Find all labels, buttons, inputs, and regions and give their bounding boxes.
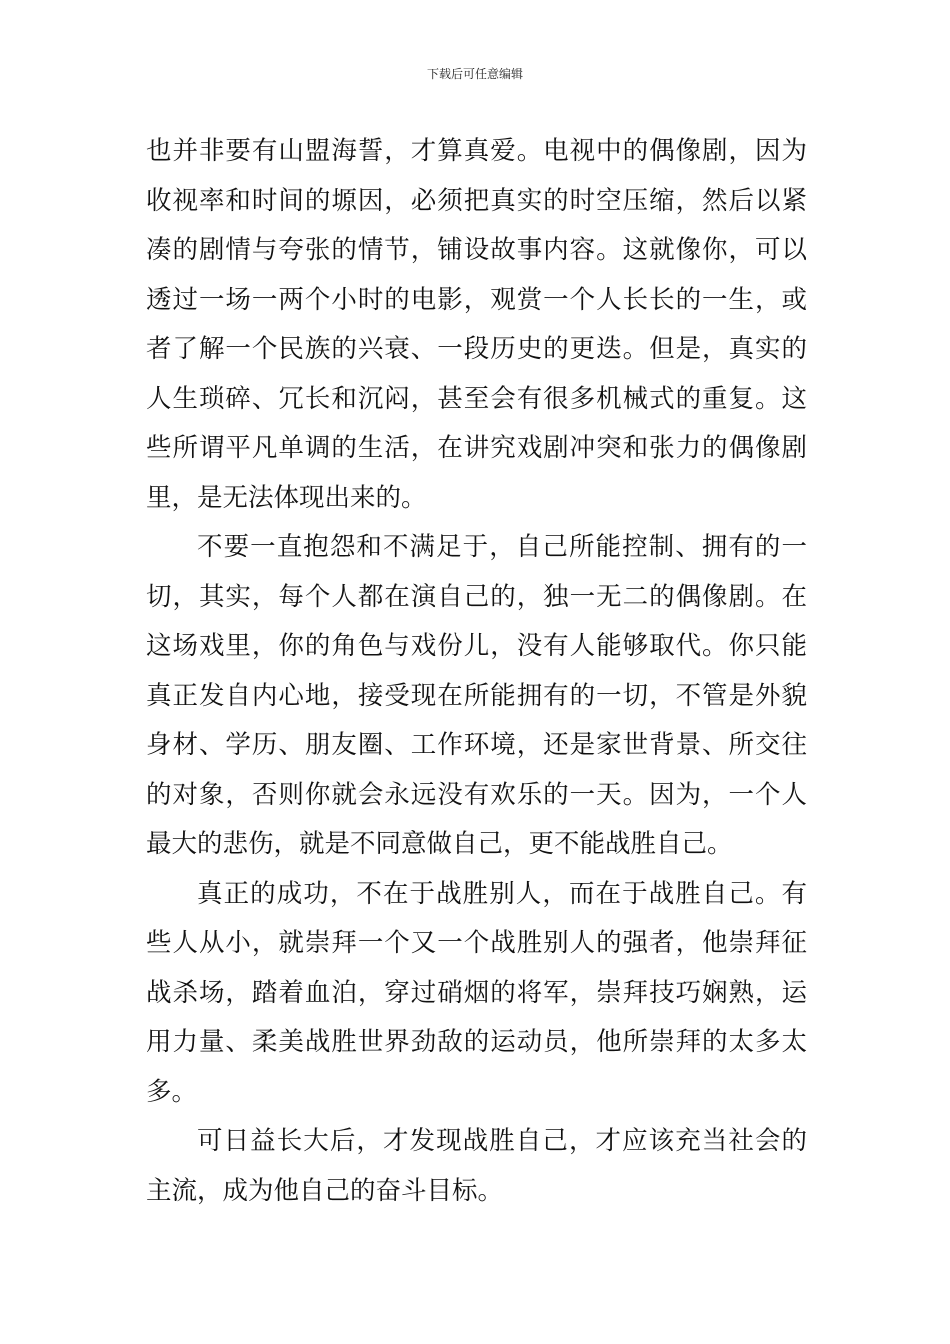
text-line: 真正发自内心地，接受现在所能拥有的一切，不管是外貌	[146, 680, 807, 711]
text-line: 可日益长大后，才发现战胜自己，才应该充当社会的	[197, 1126, 807, 1156]
paragraph	[146, 1117, 807, 1216]
text-line: 身材、学历、朋友圈、工作环境，还是家世背景、所交往	[146, 730, 807, 760]
paragraph	[146, 523, 807, 870]
text-line: 主流，成为他自己的奋斗目标。	[146, 1175, 504, 1206]
text-line: 人生琐碎、冗长和沉闷，甚至会有很多机械式的重复。这	[146, 383, 807, 414]
text-line: 里，是无法体现出来的。	[146, 482, 427, 513]
text-line: 者了解一个民族的兴衰、一段历史的更迭。但是，真实的	[146, 334, 807, 364]
document-body	[146, 127, 807, 1216]
text-line: 用力量、柔美战胜世界劲敌的运动员，他所崇拜的太多太	[146, 1027, 807, 1057]
page-header: 下载后可任意编辑	[426, 67, 523, 81]
text-line: 切，其实，每个人都在演自己的，独一无二的偶像剧。在	[146, 581, 807, 612]
text-line: 些人从小，就崇拜一个又一个战胜别人的强者，他崇拜征	[146, 928, 807, 958]
paragraph	[146, 870, 807, 1118]
text-line: 多。	[146, 1076, 198, 1107]
text-line: 凑的剧情与夸张的情节，铺设故事内容。这就像你，可以	[146, 235, 807, 265]
text-line: 不要一直抱怨和不满足于，自己所能控制、拥有的一	[197, 532, 807, 562]
text-line: 战杀场，踏着血泊，穿过硝烟的将军，崇拜技巧娴熟，运	[146, 977, 807, 1008]
text-line: 透过一场一两个小时的电影，观赏一个人长长的一生，或	[146, 284, 807, 315]
text-line: 这场戏里，你的角色与戏份儿，没有人能够取代。你只能	[146, 631, 807, 661]
text-line: 些所谓平凡单调的生活，在讲究戏剧冲突和张力的偶像剧	[146, 433, 807, 463]
paragraph	[146, 127, 807, 523]
text-line: 也并非要有山盟海誓，才算真爱。电视中的偶像剧，因为	[146, 136, 807, 166]
text-line: 收视率和时间的塬因，必须把真实的时空压缩，然后以紧	[146, 185, 807, 216]
text-line: 真正的成功，不在于战胜别人，而在于战胜自己。有	[197, 878, 807, 909]
text-line: 的对象，否则你就会永远没有欢乐的一天。因为，一个人	[146, 779, 807, 810]
text-line: 最大的悲伤，就是不同意做自己，更不能战胜自己。	[146, 829, 733, 859]
